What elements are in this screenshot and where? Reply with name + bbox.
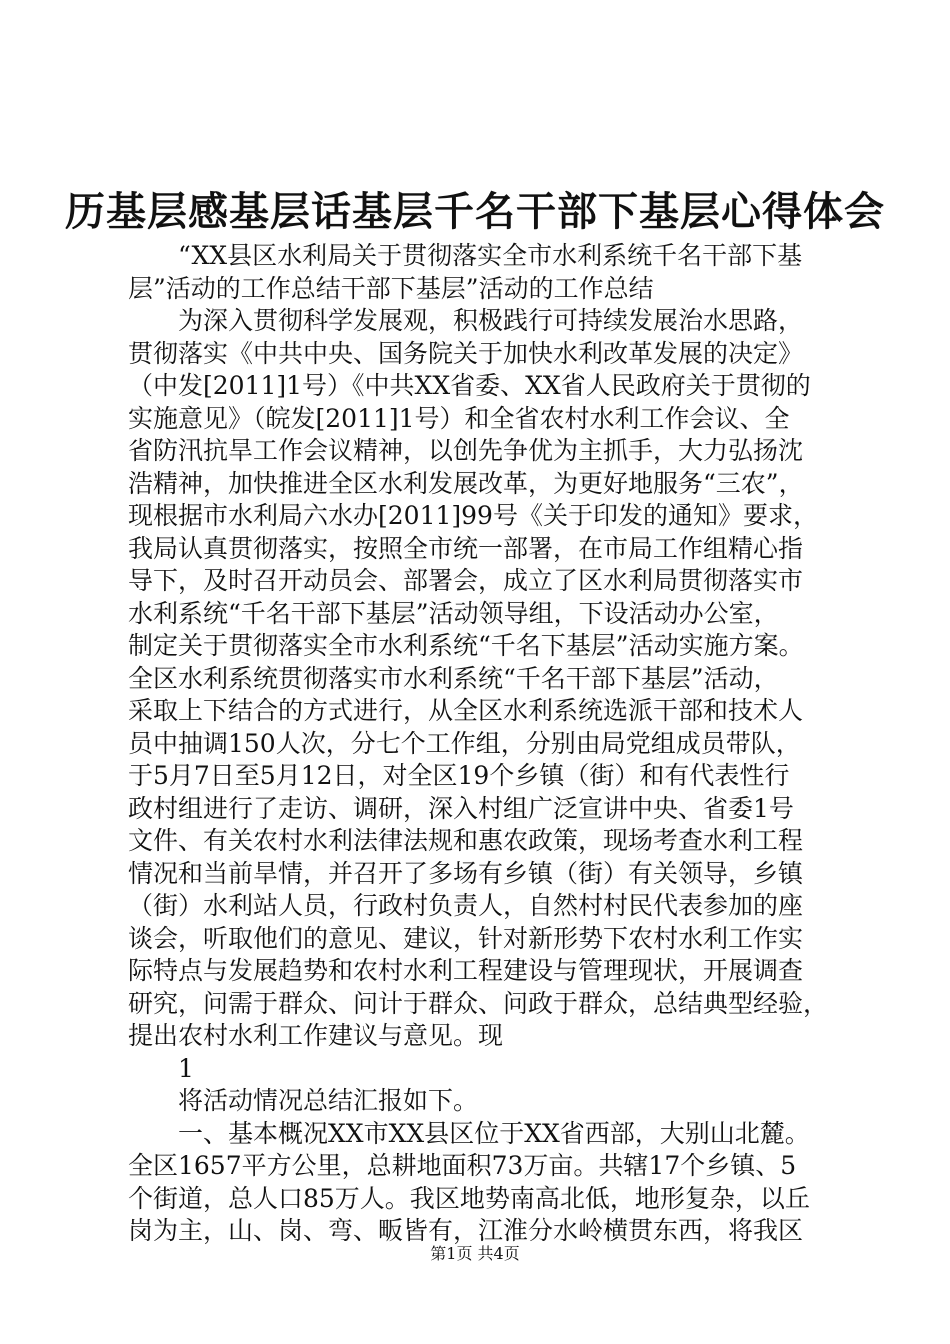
text-line: 政村组进行了走访、调研，深入村组广泛宣讲中央、省委1号 (128, 793, 794, 823)
text-line: 一、基本概况XX市XX县区位于XX省西部，大别山北麓。 (128, 1118, 810, 1148)
text-line: 水利系统“千名干部下基层”活动领导组，下设活动办公室， (128, 598, 779, 628)
text-line: 导下，及时召开动员会、部署会，成立了区水利局贯彻落实市 (128, 566, 804, 595)
text-line: 情况和当前旱情，并召开了多场有乡镇（街）有关领导，乡镇 (128, 858, 804, 888)
text-line: （街）水利站人员，行政村负责人，自然村村民代表参加的座 (128, 891, 804, 920)
text-line: 研究，问需于群众、问计于群众、问政于群众，总结典型经验， (128, 988, 829, 1018)
text-line: 个街道，总人口85万人。我区地势南高北低，地形复杂，以丘 (128, 1183, 810, 1213)
text-line: 层”活动的工作总结干部下基层”活动的工作总结 (128, 273, 654, 303)
text-line: 际特点与发展趋势和农村水利工程建设与管理现状，开展调查 (128, 956, 804, 985)
text-line: （中发[2011]1号）《中共XX省委、XX省人民政府关于贯彻的 (128, 371, 811, 400)
text-line: 岗为主，山、岗、弯、畈皆有，江淮分水岭横贯东西，将我区 (128, 1216, 804, 1245)
text-line: 谈会，听取他们的意见、建议，针对新形势下农村水利工作实 (128, 923, 804, 953)
text-line: 为深入贯彻科学发展观，积极践行可持续发展治水思路， (128, 306, 804, 335)
text-line: 省防汛抗旱工作会议精神，以创先争优为主抓手，大力弘扬沈 (128, 436, 804, 465)
text-line: 员中抽调150人次，分七个工作组，分别由局党组成员带队， (128, 728, 801, 758)
text-line: 实施意见》（皖发[2011]1号）和全省农村水利工作会议、全 (128, 403, 790, 433)
text-line: 全区1657平方公里，总耕地面积73万亩。共辖17个乡镇、5 (128, 1151, 797, 1180)
text-line: 提出农村水利工作建议与意见。现 (128, 1021, 504, 1050)
text-line: 采取上下结合的方式进行，从全区水利系统选派干部和技术人 (128, 696, 804, 725)
page-marker: 1 (128, 1053, 194, 1083)
text-line: 于5月7日至5月12日，对全区19个乡镇（街）和有代表性行 (128, 761, 790, 790)
text-line: 全区水利系统贯彻落实市水利系统“千名干部下基层”活动， (128, 663, 779, 693)
text-line: 将活动情况总结汇报如下。 (128, 1086, 479, 1115)
page-footer: 第1页 共4页 (430, 1244, 520, 1263)
page-title: 历基层感基层话基层千名干部下基层心得体会 (65, 188, 885, 235)
document-body (128, 240, 848, 1248)
text-line: 文件、有关农村水利法律法规和惠农政策，现场考查水利工程 (128, 826, 804, 855)
text-line: 贯彻落实《中共中央、国务院关于加快水利改革发展的决定》 (128, 338, 804, 368)
text-line: “XX县区水利局关于贯彻落实全市水利系统千名干部下基 (128, 241, 803, 270)
text-line: 制定关于贯彻落实全市水利系统“千名下基层”活动实施方案。 (128, 631, 804, 660)
text-line: 现根据市水利局六水办[2011]99号《关于印发的通知》要求， (128, 501, 818, 530)
text-line: 我局认真贯彻落实，按照全市统一部署，在市局工作组精心指 (128, 533, 804, 563)
text-line: 浩精神，加快推进全区水利发展改革，为更好地服务“三农”， (128, 468, 804, 498)
